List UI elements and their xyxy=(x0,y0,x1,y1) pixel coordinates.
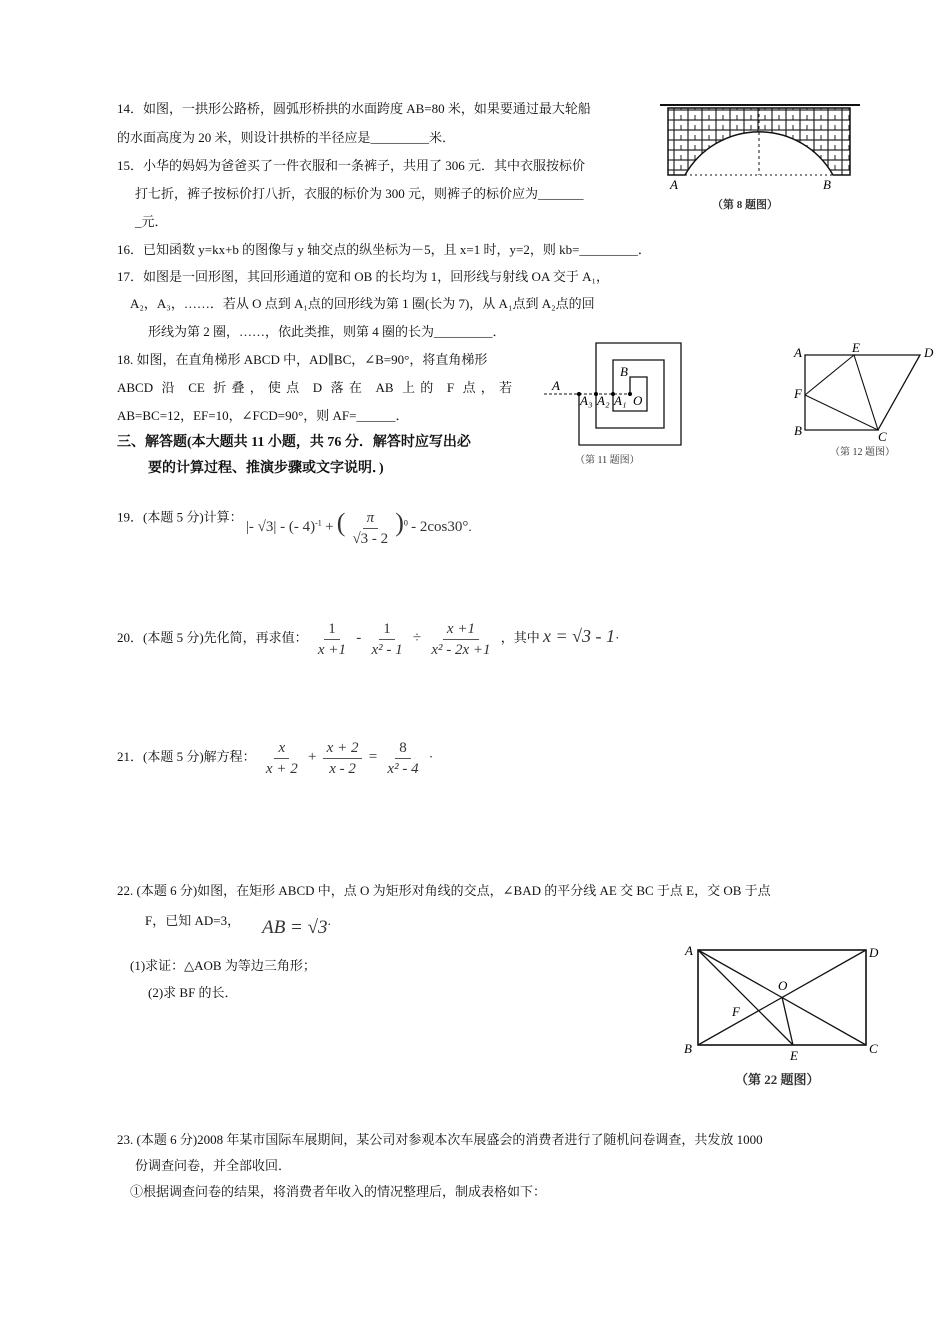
bridge-figure xyxy=(660,100,870,195)
q21-fraction-1: $\frac{x}{x + 2}$ xyxy=(265,739,298,777)
q20-fraction-3: $\frac{x +1}{\text{x² - 2x +1}}$ xyxy=(431,620,491,658)
svg-text:C: C xyxy=(869,1041,878,1056)
q20-mid: ，其中 xyxy=(500,630,540,645)
q18-line2: ABCD 沿 CE 折叠，使点 D 落在 AB 上的 F 点，若 xyxy=(117,380,512,395)
q21-fraction-2: $\frac{x + 2}{x - 2}$ xyxy=(323,738,363,779)
svg-text:D: D xyxy=(924,345,934,360)
q19: 19．(本题 5 分)计算： |- √3| - (- 4)$^{-1}$ + ( $\frac{\pi}{√3 - 2}$ )$^0$ - 2cos30°. xyxy=(117,508,472,547)
q22-line1: 22. (本题 6 分)如图，在矩形 ABCD 中，点 O 为矩形对角线的交点，∠BAD 的平分线 AE 交 BC 于点 E，交 OB 于点 xyxy=(117,883,771,898)
svg-text:B: B xyxy=(684,1041,692,1056)
fig8-caption: （第 8 题图） xyxy=(712,199,778,211)
q22-line2: F，已知 AD=3， AB = √3. xyxy=(145,913,331,938)
svg-text:O: O xyxy=(633,393,643,408)
q21: 21．(本题 5 分)解方程： $\frac{x}{x + 2}$ + $\frac{x + 2}{x - 2}$ = $\frac{8}{\text{x² - 4}}$ · xyxy=(117,739,434,777)
svg-text:C: C xyxy=(878,429,887,443)
q23-line3: ①根据调查问卷的结果，将消费者年收入的情况整理后，制成表格如下： xyxy=(130,1184,547,1199)
q22-condition: AB = √3 xyxy=(262,917,328,938)
svg-text:A: A xyxy=(685,943,693,958)
spiral-figure xyxy=(530,340,686,450)
q19-prefix: 19．(本题 5 分)计算： xyxy=(117,509,243,525)
q15-line3: _元． xyxy=(135,214,168,229)
svg-text:E: E xyxy=(852,343,860,355)
q20-prefix: 20．(本题 5 分)先化简，再求值： xyxy=(117,630,308,645)
fig12-caption: （第 12 题图） xyxy=(830,447,895,458)
q16-line1: 16．已知函数 y=kx+b 的图像与 y 轴交点的纵坐标为－5，且 x=1 时，y=2，则 kb=_________． xyxy=(117,242,651,257)
q19-expr-b: - 2cos30° xyxy=(411,519,469,536)
fig11-caption: （第 11 题图） xyxy=(575,455,640,466)
q14-line2: 的水面高度为 20 米，则设计拱桥的半径应是_________米． xyxy=(117,130,456,145)
q14-line1: 14．如图，一拱形公路桥，圆弧形桥拱的水面跨度 AB=80 米，如果要通过最大轮船 xyxy=(117,101,591,116)
q23-line2: 份调查问卷，并全部收回． xyxy=(135,1158,292,1173)
q20-fraction-1: $\frac{1}{x +1}$ xyxy=(317,620,346,658)
q17-line2: A₂，A₃，……．若从 O 点到 A₁点的回形线为第 1 圈(长为 7)，从 A₁点到 A₂点的回 xyxy=(130,296,595,311)
q22-part1: (1)求证：△AOB 为等边三角形； xyxy=(130,958,316,973)
svg-text:A₂: A₂ xyxy=(597,393,610,408)
q19-exp-b: 0 xyxy=(403,519,408,529)
q20-condition: x = √3 - 1 xyxy=(543,626,616,646)
svg-text:B: B xyxy=(620,364,628,379)
q18-line3: AB=BC=12，EF=10，∠FCD=90°，则 AF=______． xyxy=(117,408,409,423)
svg-text:F: F xyxy=(732,1004,740,1019)
q20: 20．(本题 5 分)先化简，再求值： $\frac{1}{x +1}$ - $\frac{1}{\text{x² - 1}}$ ÷ $\frac{x +1}{\text{x² - 2x +1}}$ ，其中 x = √3 - 1· xyxy=(117,620,620,658)
svg-text:A: A xyxy=(794,345,802,360)
svg-text:O: O xyxy=(778,978,788,993)
svg-text:B: B xyxy=(823,177,831,192)
section3-heading-line1: 三、解答题(本大题共 11 小题，共 76 分．解答时应写出必 xyxy=(117,435,471,450)
q23-line1: 23. (本题 6 分)2008 年某市国际车展期间，某公司对参观本次车展盛会的消费者进行了随机问卷调查，共发放 1000 xyxy=(117,1132,763,1147)
q20-fraction-2: $\frac{1}{\text{x² - 1}}$ xyxy=(371,620,403,658)
svg-text:F: F xyxy=(794,386,802,401)
q18-line1: 18. 如图，在直角梯形 ABCD 中，AD∥BC，∠B=90°，将直角梯形 xyxy=(117,352,488,367)
q17-line1: 17．如图是一回形图，其回形通道的宽和 OB 的长均为 1，回形线与射线 OA 交于 A₁， xyxy=(117,269,610,284)
trapezoid-figure xyxy=(790,343,940,443)
q21-prefix: 21．(本题 5 分)解方程： xyxy=(117,749,256,764)
q21-fraction-3: $\frac{8}{\text{x² - 4}}$ xyxy=(387,739,419,777)
q19-fraction: $\frac{\pi}{√3 - 2}$ xyxy=(352,510,389,547)
svg-text:A₃: A₃ xyxy=(580,393,593,408)
svg-text:A: A xyxy=(670,177,678,192)
svg-text:D: D xyxy=(869,945,879,960)
rectangle-figure xyxy=(680,940,890,1065)
q19-exp-a: -1 xyxy=(315,519,322,529)
q15-line2: 打七折，裤子按标价打八折，衣服的标价为 300 元，则裤子的标价应为_______ xyxy=(135,186,584,201)
svg-text:B: B xyxy=(794,423,802,438)
svg-text:E: E xyxy=(790,1048,798,1063)
svg-text:A₁: A₁ xyxy=(614,393,627,408)
section3-heading-line2: 要的计算过程、推演步骤或文字说明．) xyxy=(148,461,384,476)
q17-line3: 形线为第 2 圈，……，依此类推，则第 4 圈的长为_________． xyxy=(148,324,506,339)
q19-plus: + xyxy=(325,519,334,536)
fig22-caption: （第 22 题图） xyxy=(735,1072,820,1087)
svg-text:A: A xyxy=(552,378,560,393)
q19-expr-a: |- √3| - (- 4) xyxy=(245,519,316,536)
q15-line1: 15．小华的妈妈为爸爸买了一件衣服和一条裤子，共用了 306 元．其中衣服按标价 xyxy=(117,158,586,173)
q22-part2: (2)求 BF 的长． xyxy=(148,985,238,1000)
